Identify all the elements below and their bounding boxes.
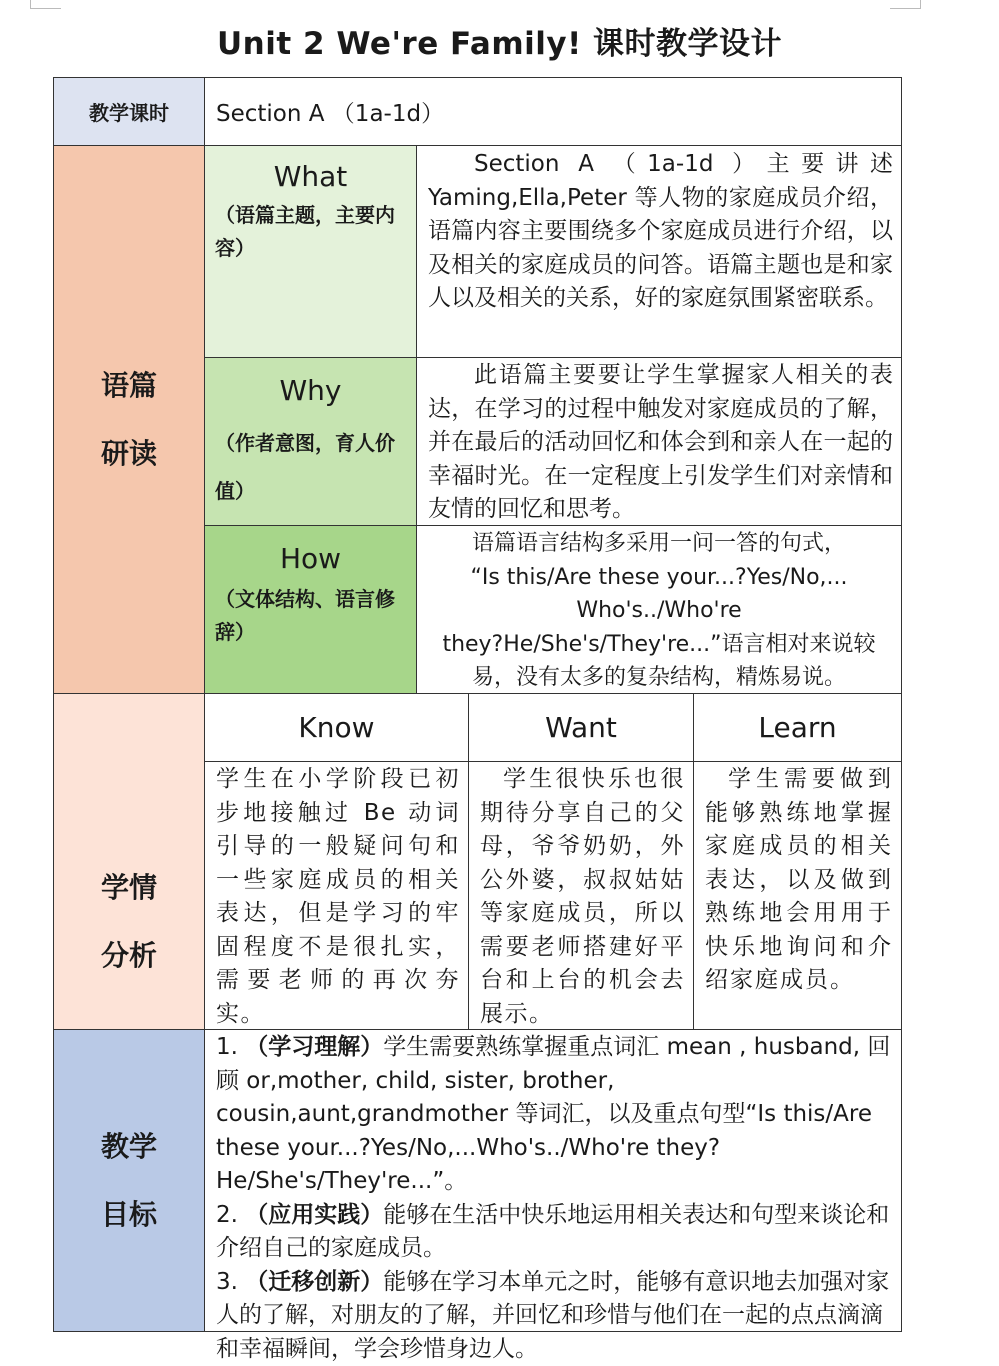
analysis-label-cell [53,145,205,694]
learn-content: 学生需要做到能够熟练地掌握家庭成员的相关表达，以及做到熟练地会用用于快乐地询问和介绍家庭成员。 [694,762,901,998]
know-heading: Know [298,711,374,744]
page-corner-mark-right [890,0,921,9]
why-content-cell [416,357,902,526]
lesson-label: 教学课时 [89,97,169,126]
objective-tag: （学习理解） [245,1034,383,1060]
objective-tag: （应用实践） [245,1202,383,1228]
how-line: Who's../Who're [417,594,901,628]
analysis-label-line1: 语篇 [101,352,157,420]
page-corner-mark-left [30,0,61,9]
what-heading: What [205,160,416,193]
objective-text: 能够在生活中快乐地运用相关表达和句型来谈论和介绍自己的家庭成员。 [216,1202,889,1262]
lesson-value-cell [204,77,902,146]
what-content: Section A （1a-1d ）主要讲述Yaming,Ella,Peter 等人物的家庭成员介绍，语篇内容主要围绕多个家庭成员进行介绍，以及相关的家庭成员的问答。语篇主题也是和家人以及相关的关系，好的家庭氛围紧密联系。 [417,146,901,316]
how-line: they?He/She's/They're...”语言相对来说较 [417,628,901,662]
objectives-content-cell [204,1029,902,1332]
objective-text: 能够在学习本单元之时，能够有意识地去加强对家人的了解，对朋友的了解，并回忆和珍惜与他们在一起的点点滴滴和幸福瞬间，学会珍惜身边人。 [216,1269,889,1362]
what-content-cell [416,145,902,358]
objectives-label-line2: 目标 [101,1181,157,1249]
objective-number: 1. [216,1034,245,1060]
objective-item-2 [216,1199,893,1266]
learners-label-cell [53,693,205,1030]
why-hint: （作者意图，育人价值） [205,419,416,515]
analysis-label-line2: 研读 [101,420,157,488]
document-title: Unit 2 We're Family! 课时教学设计 [0,18,999,63]
why-content: 此语篇主要要让学生掌握家人相关的表达，在学习的过程中触发对家庭成员的了解，并在最后的活动回忆和体会到和亲人在一起的幸福时光。在一定程度上引发学生们对亲情和友情的回忆和思考。 [417,358,901,527]
how-content-cell [416,525,902,694]
want-heading: Want [545,711,617,744]
objective-item-3 [216,1266,893,1366]
what-hint: （语篇主题，主要内容） [205,199,416,265]
how-heading: How [205,542,416,575]
want-content: 学生很快乐也很期待分享自己的父母，爷爷奶奶，外公外婆，叔叔姑姑等家庭成员，所以需要老师搭建好平台和上台的机会去展示。 [469,762,693,1031]
how-line: 易，没有太多的复杂结构，精炼易说。 [417,661,901,695]
lesson-label-cell [53,77,205,146]
objective-item-1 [216,1031,893,1199]
learn-heading: Learn [758,711,836,744]
learn-heading-cell [693,693,902,762]
how-line: “Is this/Are these your...?Yes/No,... [417,561,901,595]
objectives-label-cell [53,1029,205,1332]
know-content-cell [204,761,469,1030]
know-content: 学生在小学阶段已初步地接触过 Be 动词引导的一般疑问句和一些家庭成员的相关表达，但是学习的牢固程度不是很扎实，需要老师的再次夯实。 [205,762,468,1031]
objectives-label-line1: 教学 [101,1113,157,1181]
know-heading-cell [204,693,469,762]
objective-text: 学生需要熟练掌握重点词汇 mean , husband, 回顾 or,mother, child, sister, brother, cousin,aunt,grandmother 等词汇，以及重点句型“Is this/Are these your...?Yes/No,...Who's../Who're they?He/She's/They're...”。 [216,1034,890,1194]
want-content-cell [468,761,694,1030]
how-line: 语篇语言结构多采用一问一答的句式， [417,527,901,561]
how-hint: （文体结构、语言修辞） [205,583,416,649]
what-label-cell [204,145,417,358]
learn-content-cell [693,761,902,1030]
how-label-cell [204,525,417,694]
lesson-value: Section A （1a-1d） [205,95,444,128]
objective-tag: （迁移创新） [245,1269,383,1295]
why-label-cell [204,357,417,526]
objective-number: 3. [216,1269,245,1295]
objective-number: 2. [216,1202,245,1228]
want-heading-cell [468,693,694,762]
why-heading: Why [205,374,416,407]
learners-label-line2: 分析 [101,922,157,990]
learners-label-line1: 学情 [101,854,157,922]
